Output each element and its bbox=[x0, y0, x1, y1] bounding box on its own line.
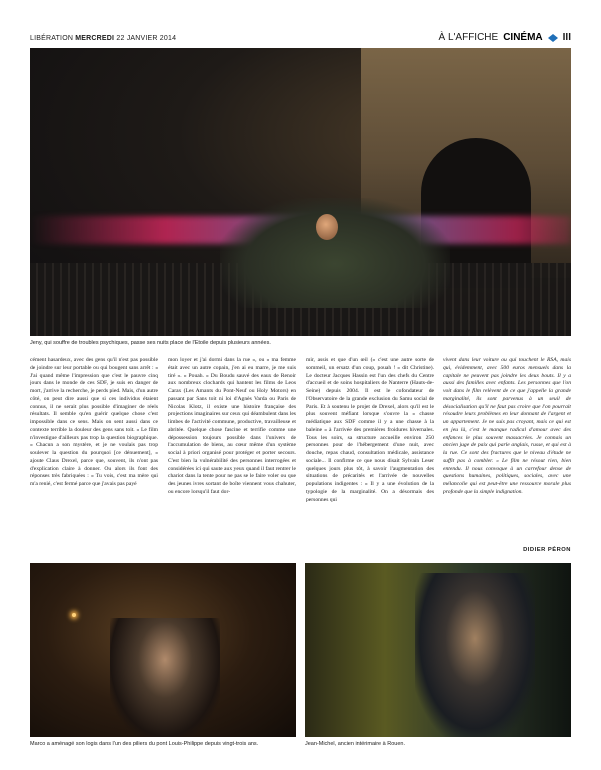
masthead-left bbox=[30, 35, 176, 42]
article-body bbox=[30, 357, 571, 563]
page-marker: III bbox=[562, 32, 571, 43]
publication-day: MERCREDI bbox=[75, 35, 115, 42]
marco-caption: Marco a aménagé son logis dans l'un des piliers du pont Louis-Philippe depuis vingt-trois ans. bbox=[30, 741, 259, 747]
column-3-text: mir, assis et que d'un œil (« c'est une autre sorte de sommeil, un ersatz d'un coup, pouah ! » dit Christine). Le docteur Jacques Hassin est l'un des chefs du Centre d'accueil et de soins hospitaliers de Nanterre (Hauts-de-Seine) depuis 2004. Il est le cofondateur de l'Observatoire de la grande exclusion du Samu social de Paris. Et à soutenu le projet de Drexel, alors qu'il est le plus souvent méfiant lorsque s'ouvre la « chasse médiatique aux SDF comme il y a une chasse à la baleine » à l'arrivée des premières froidures hivernales. Tous les soirs, sa structure accueille environ 250 personnes pour de l'hébergement d'une nuit, avec douche, repas chaud, consultation médicale, assistance sociale... Il confirme ce que nous disait Sylvain Leser quelques jours plus tôt, à savoir l'augmentation des situations de précarités et l'arrivée de nouvelles populations indigentes : « Il y a une évolution de la typologie de la marginalité. On a désormais des personnes qui bbox=[306, 357, 434, 503]
masthead-right bbox=[439, 32, 572, 43]
diamond-icon bbox=[548, 34, 558, 38]
section-prefix: À L'AFFICHE bbox=[438, 32, 499, 43]
article-column-3 bbox=[306, 357, 434, 563]
section-name: CINÉMA bbox=[503, 32, 543, 43]
article-column-1 bbox=[30, 357, 158, 563]
sleeping-person bbox=[220, 198, 450, 308]
publication-date: 22 JANVIER 2014 bbox=[116, 35, 177, 42]
marco-figure bbox=[110, 618, 220, 737]
marco-photo bbox=[30, 563, 296, 737]
jean-michel-caption: Jean-Michel, ancien intérimaire à Rouen. bbox=[305, 741, 405, 747]
light-bulb bbox=[72, 613, 76, 617]
article-column-2 bbox=[168, 357, 296, 563]
page-masthead bbox=[30, 32, 571, 46]
hero-photo bbox=[30, 48, 571, 336]
person-face bbox=[316, 214, 338, 240]
publication-name: LIBÉRATION bbox=[30, 35, 74, 42]
article-column-4 bbox=[443, 357, 571, 563]
jean-michel-figure bbox=[415, 573, 535, 737]
column-2-text: mon loyer et j'ai dormi dans la rue », ou « ma femme était avec un autre copain, j'en ai eu marre, je me suis tiré ». « Pouah. » Du Boudu sauvé des eaux de Renoir aux nombreux clochards qui hantent les films de Leos Carax (Les Amants du Pont-Neuf ou Holy Motors) en passant par Sans toit ni loi d'Agnès Varda ou Paris de Nicolas Klotz, il existe une histoire française des projections imaginaires sur ceux qui déambulent dans les limbes de l'activité commune, productive, travailleuse et abritée. Quelque chose fascine et terrifie comme une dépossession toujours possible dans l'univers de l'accumulation de biens, au cœur même d'un système social à priori organisé pour protéger et porter secours. C'est bien la vulnérabilité des personnes interrogées et considérées ici qui saute aux yeux quand il faut rentrer le chariot dans la tente pour ne pas se le faire voler ou que des jeunes ivres sortant de boîte viennent vous chahuter, ou encore lorsqu'il faut dor- bbox=[168, 357, 296, 495]
column-1-text: cément hasardeux, avec des gens qu'il n'est pas possible de joindre sur leur portable ou qui bougent sans arrêt : « J'ai quand même l'impression que c'est le pauvre cinq jours dans le monde de ces SDF, je suis en danger de mort, j'arrive la recherche, je perds pied. Mais, d'un autre côté, on peut dire aussi que si ces individus étaient connus, il ne serait plus possible d'imaginer de réels résultats. Il semble qu'en guérir quelque chose c'est impossible dans ce sens. Mais on sent aussi dans ce contexte terrible la douleur des gens sans toit. » Le film n'investigue d'ailleurs pas trop la question biographique. « Chacun a son mystère, et je ne voulais pas trop soulever la question du pourquoi [ce dénuement], » ajoute Claus Drexel, parce que, souvent, ils n'ont pas d'explication claire à donner. Ou alors ils font des réponses très fabriquées : « Tu vois, c'est ma mère qui m'a renié, c'est fermé parce que j'avais pas payé bbox=[30, 357, 158, 487]
column-4-text: vivent dans leur voiture ou qui touchent le RSA, mais qui, évidemment, avec 500 euros mensuels dans la capitale ne peuvent pas joindre les deux bouts. Il y a aussi des familles avec enfants. Les personnes que l'on voit dans le film relèvent de ce que j'appelle la grande marginalité, ils sont parvenus à un seuil de désocialisation qu'il ne faut pas croire que l'on pourrait résoudre leurs problèmes en leur donnant de l'argent et un appartement. Je ne suis pas croyant, mais ce qui est en jeu là, c'est le manque radical d'amour avec des enfances le plus souvent massacrées. Je connais un ancien juge de paix qui parle anglais, russe, et qui est à la rue. Ce sont des fractures que le niveau d'étude ne suffit pas à combler. » Le film ne résout rien, bien entendu. Il nous convoque à un carrefour dense de questions humaines, politiques, sociales, avec une mélancolie qui est peut-être une ressource morale plus profonde que la simple indignation. bbox=[443, 357, 571, 495]
author-signature: DIDIER PÉRON bbox=[523, 547, 571, 553]
jean-michel-photo bbox=[305, 563, 571, 737]
hero-caption: Jeny, qui souffre de troubles psychiques, passe ses nuits place de l'Etoile depuis plusieurs années. bbox=[30, 340, 271, 346]
